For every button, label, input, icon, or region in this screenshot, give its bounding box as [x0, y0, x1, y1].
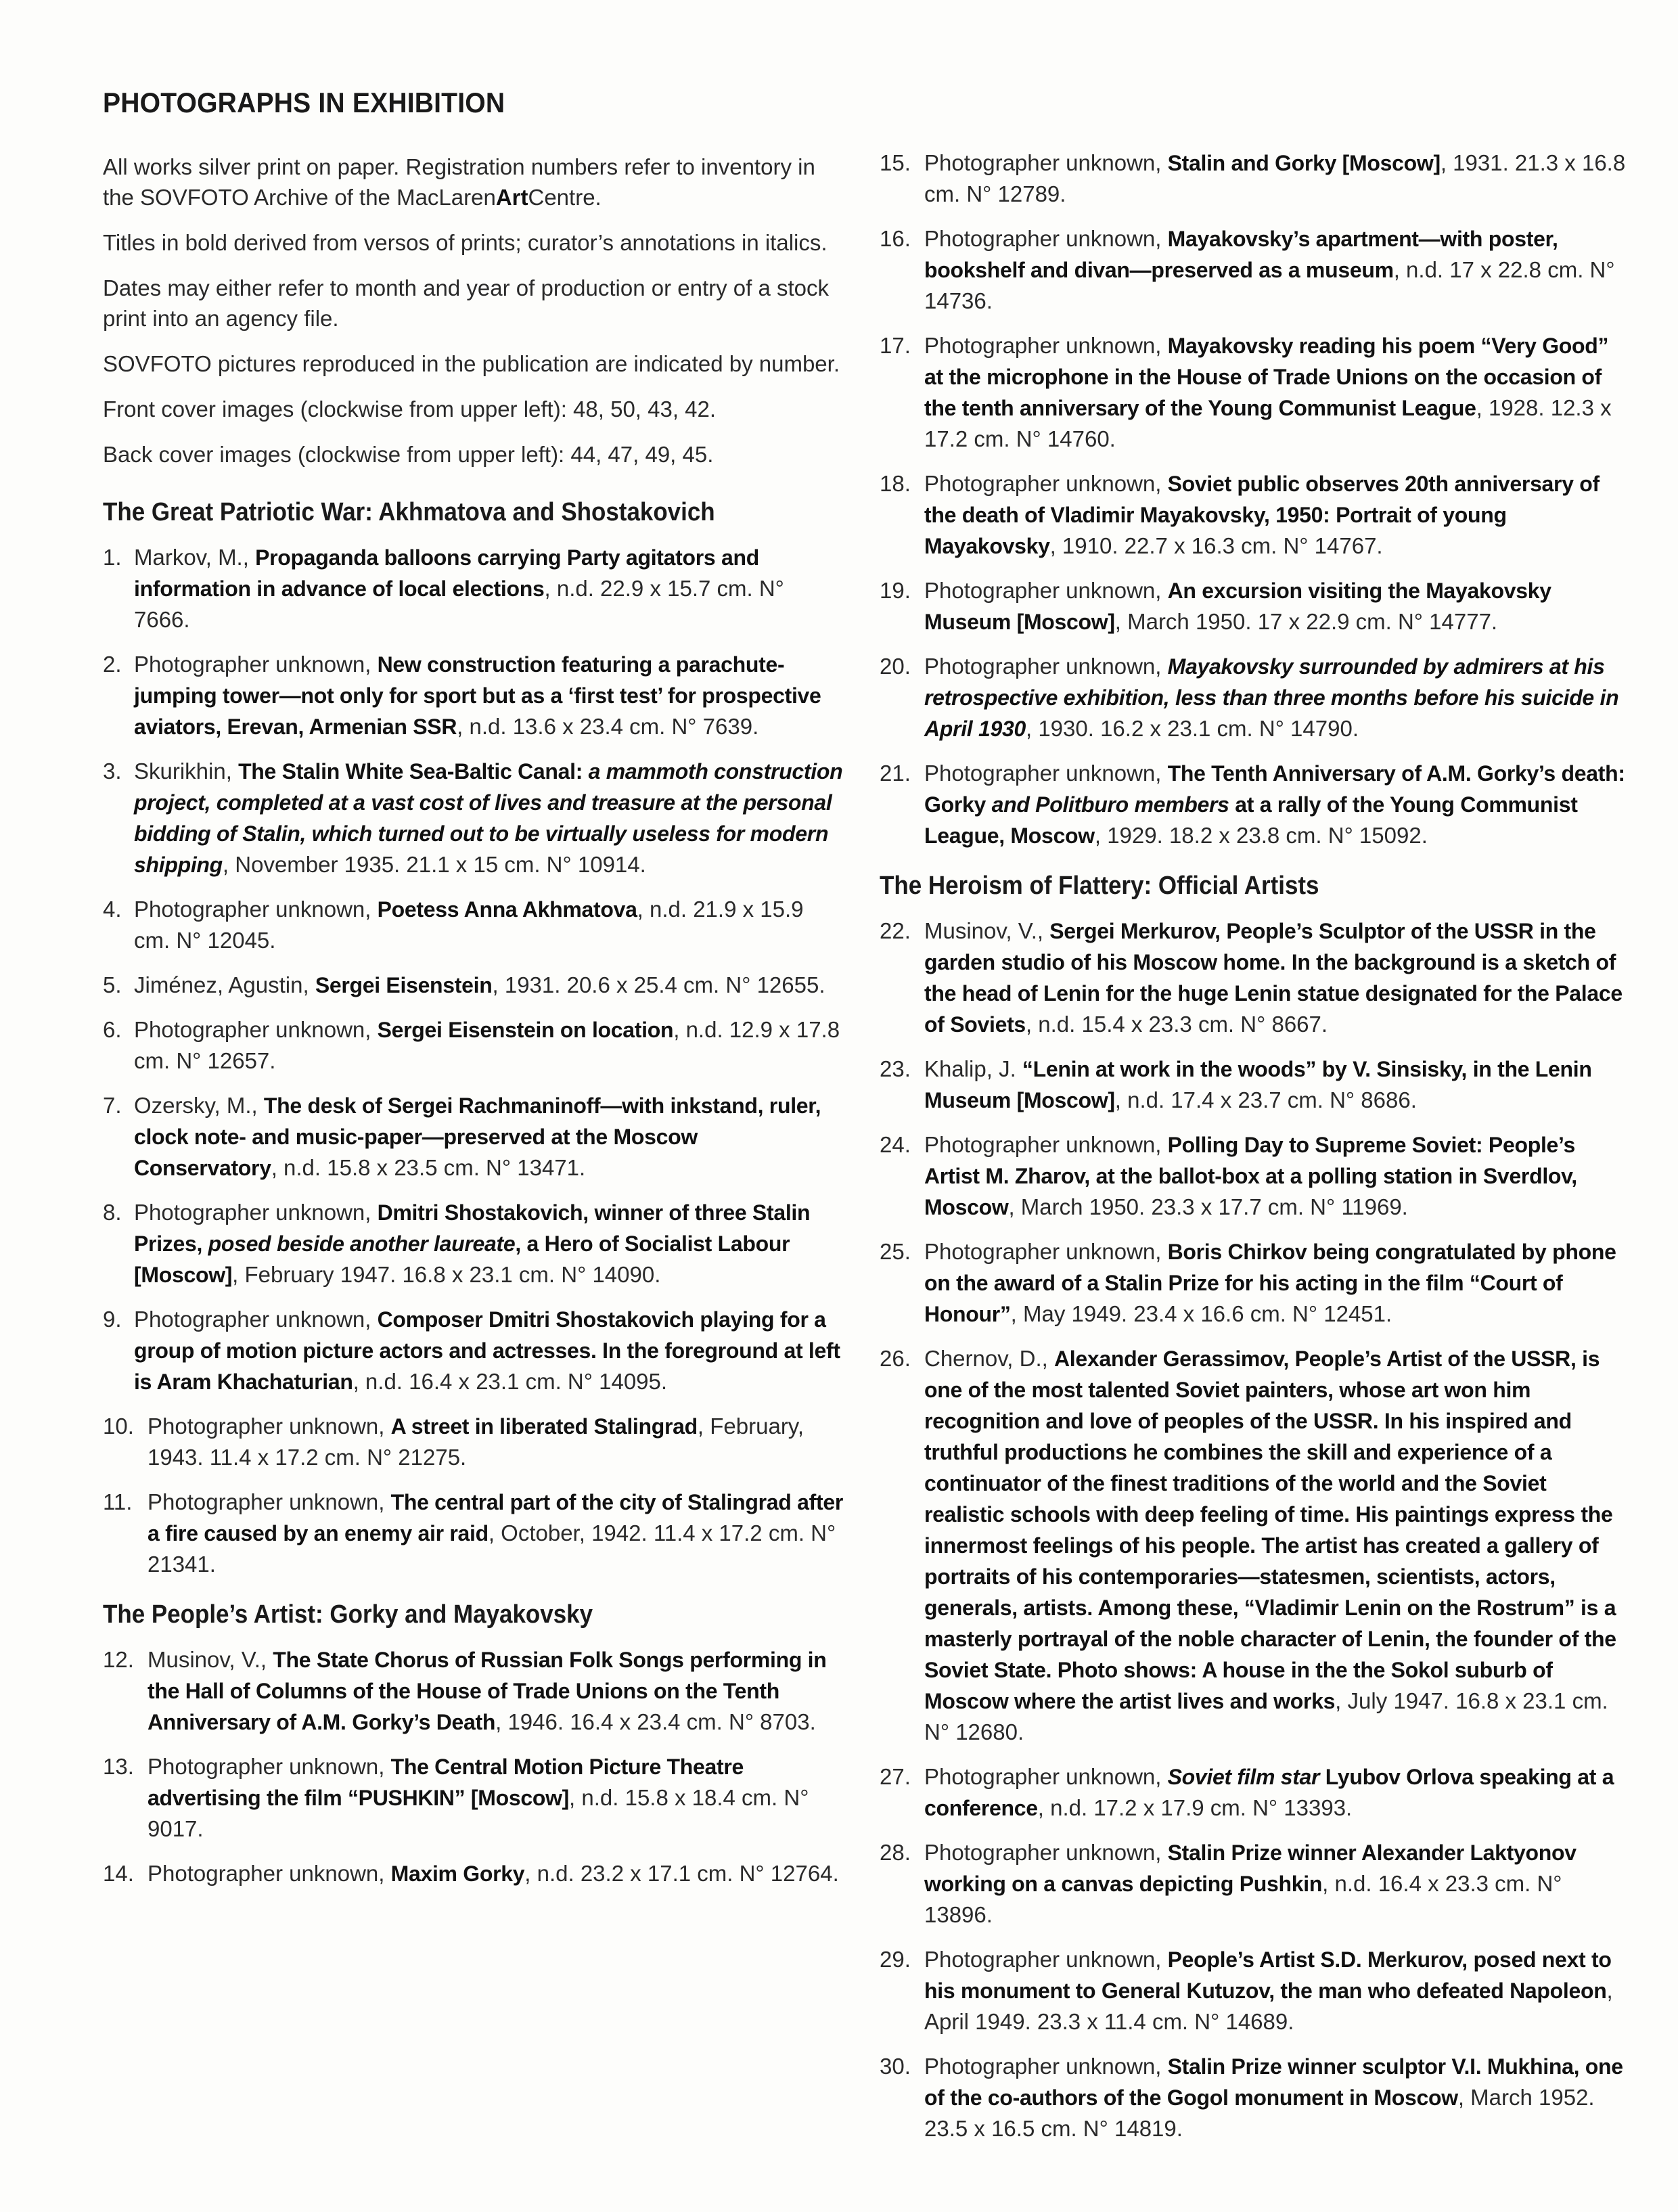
entry-text: , March 1950. 17 x 22.9 cm. N° 14777. — [1114, 609, 1498, 634]
catalogue-entry — [103, 542, 844, 635]
entry-text: , 1931. 20.6 x 25.4 cm. N° 12655. — [492, 972, 825, 997]
entry-title-bold: “Lenin at work in the woods” by V. Sinsisky, in the Lenin Museum [Moscow] — [924, 1057, 1592, 1112]
entry-text: Chernov, D., — [924, 1346, 1054, 1371]
entry-number: 3. — [103, 759, 122, 784]
entry-number: 6. — [103, 1017, 122, 1042]
catalogue-entry — [880, 223, 1627, 317]
intro-text: Dates may either refer to month and year of production or entry of a stock print into an agency file. — [103, 275, 830, 331]
right-column — [880, 148, 1627, 2158]
catalogue-entry — [880, 575, 1627, 637]
left-column — [103, 152, 844, 1903]
entry-text: , March 1950. 23.3 x 17.7 cm. N° 11969. — [1008, 1194, 1408, 1219]
catalogue-entry — [103, 649, 844, 742]
entry-title-bold: Soviet public observes 20th anniversary of the death of Vladimir Mayakovsky, 1950: Portrait of young Mayakovsky — [924, 472, 1600, 558]
entry-number: 19. — [880, 578, 911, 603]
entry-title-bold: at a rally of the Young Communist League, Moscow — [924, 792, 1578, 848]
entry-number: 26. — [880, 1346, 911, 1371]
intro-paragraph — [103, 394, 844, 424]
catalogue-entry — [103, 1411, 844, 1473]
catalogue-entry — [103, 1014, 844, 1077]
catalogue-entry — [103, 1858, 844, 1889]
entry-text: Khalip, J. — [924, 1056, 1022, 1081]
entry-text: , October, 1942. 11.4 x 17.2 cm. N° 21341. — [148, 1520, 836, 1577]
entry-number: 7. — [103, 1093, 122, 1118]
entry-number: 12. — [103, 1647, 134, 1672]
entry-text: Photographer unknown, — [924, 1239, 1168, 1264]
entry-number: 5. — [103, 972, 122, 997]
entry-number: 17. — [880, 333, 911, 358]
entry-number: 27. — [880, 1764, 911, 1789]
entry-title-bold: Stalin Prize winner sculptor V.I. Mukhina, one of the co-authors of the Gogol monument in Moscow — [924, 2054, 1623, 2110]
catalogue-entry — [880, 758, 1627, 851]
entry-number: 30. — [880, 2054, 911, 2079]
catalogue-entry — [103, 894, 844, 956]
catalogue-entry — [880, 1129, 1627, 1223]
entry-text: , n.d. 22.9 x 15.7 cm. N° 7666. — [134, 576, 784, 632]
catalogue-entry — [880, 651, 1627, 744]
catalogue-entry — [880, 330, 1627, 455]
entry-text: Photographer unknown, — [134, 1017, 378, 1042]
entry-title-bold: Propaganda balloons carrying Party agitators and information in advance of local elections — [134, 545, 759, 601]
entry-number: 29. — [880, 1947, 911, 1972]
italic-wrapper: Soviet film star — [1167, 1765, 1320, 1789]
entry-number: 13. — [103, 1754, 134, 1779]
catalogue-entry — [103, 1090, 844, 1183]
entry-title-bold: Mayakovsky reading his poem “Very Good” at the microphone in the House of Trade Unions on the occasion of the tenth anniversary of the Young Communist League — [924, 334, 1609, 420]
entry-text: , n.d. 15.8 x 18.4 cm. N° 9017. — [148, 1785, 809, 1841]
intro-text: SOVFOTO pictures reproduced in the publication are indicated by number. — [103, 351, 840, 376]
entry-annotation-italic — [992, 792, 1229, 817]
entry-title-bold: The Tenth Anniversary of A.M. Gorky’s death: Gorky — [924, 761, 1625, 817]
intro-text: Centre. — [528, 185, 602, 210]
italic-wrapper: a mammoth construction project, completed at a vast cost of lives and treasure at the personal bidding of Stalin, which turned out to be virtually useless for modern shipping — [134, 759, 843, 877]
entry-text: , 1910. 22.7 x 16.3 cm. N° 14767. — [1049, 533, 1383, 558]
entry-title-bold: Sergei Eisenstein on location — [377, 1018, 674, 1042]
catalogue-entry — [103, 1487, 844, 1580]
entry-text: Photographer unknown, — [924, 654, 1168, 679]
catalogue-entry — [880, 1761, 1627, 1824]
entry-text: , n.d. 17 x 22.8 cm. N° 14736. — [924, 257, 1615, 313]
entry-text: Photographer unknown, — [148, 1861, 391, 1886]
entry-title-bold: Boris Chirkov being congratulated by phone on the award of a Stalin Prize for his acting in the film “Court of Honour” — [924, 1240, 1616, 1326]
intro-text: All works silver print on paper. Registration numbers refer to inventory in the SOVFOTO Archive of the MacLaren — [103, 154, 815, 210]
entry-text: , n.d. 17.2 x 17.9 cm. N° 13393. — [1037, 1795, 1353, 1820]
entry-number: 23. — [880, 1056, 911, 1081]
entry-text: , February 1947. 16.8 x 23.1 cm. N° 14090. — [232, 1262, 661, 1287]
entry-number: 22. — [880, 918, 911, 943]
entry-title-bold: Stalin and Gorky [Moscow] — [1167, 151, 1441, 175]
intro-text: Back cover images (clockwise from upper left): 44, 47, 49, 45. — [103, 442, 714, 467]
entry-title-bold: A street in liberated Stalingrad — [390, 1414, 698, 1439]
entry-text: Photographer unknown, — [924, 333, 1168, 358]
entry-text: Photographer unknown, — [924, 1132, 1168, 1157]
italic-wrapper: Mayakovsky surrounded by admirers at his retrospective exhibition, less than three months before his suicide in April 1930 — [924, 654, 1619, 741]
catalogue-entry — [880, 1054, 1627, 1116]
entry-number: 4. — [103, 897, 122, 922]
entry-text: Photographer unknown, — [148, 1754, 391, 1779]
entry-text: , February, 1943. 11.4 x 17.2 cm. N° 21275. — [148, 1414, 804, 1470]
entry-title-bold: An excursion visiting the Mayakovsky Museum [Moscow] — [924, 579, 1551, 634]
entry-title-bold: Sergei Merkurov, People’s Sculptor of the USSR in the garden studio of his Moscow home. In the background is a sketch of the head of Lenin for the huge Lenin statue designated for the Palace of Soviets — [924, 919, 1623, 1037]
entry-text: Photographer unknown, — [924, 578, 1168, 603]
entry-text: , n.d. 15.8 x 23.5 cm. N° 13471. — [271, 1155, 586, 1180]
entry-number: 1. — [103, 545, 122, 570]
entry-text: Ozersky, M., — [134, 1093, 264, 1118]
catalogue-entry — [103, 1197, 844, 1290]
section-heading: The Great Patriotic War: Akhmatova and Shostakovich — [103, 498, 715, 526]
entry-text: , May 1949. 23.4 x 16.6 cm. N° 12451. — [1010, 1301, 1392, 1326]
entry-text: , 1930. 16.2 x 23.1 cm. N° 14790. — [1025, 716, 1359, 741]
entry-text: Musinov, V., — [148, 1647, 273, 1672]
entry-title-bold: Mayakovsky’s apartment—with poster, bookshelf and divan—preserved as a museum — [924, 227, 1558, 282]
entry-title-bold: The Central Motion Picture Theatre advertising the film “PUSHKIN” [Moscow] — [148, 1755, 744, 1810]
entry-text: , n.d. 21.9 x 15.9 cm. N° 12045. — [134, 897, 804, 953]
entry-number: 24. — [880, 1132, 911, 1157]
section-heading: The Heroism of Flattery: Official Artists — [880, 872, 1319, 900]
entry-text: , March 1952. 23.5 x 16.5 cm. N° 14819. — [924, 2085, 1595, 2141]
entry-text: Photographer unknown, — [924, 2054, 1168, 2079]
entry-title-bold: The central part of the city of Stalingrad after a fire caused by an enemy air raid — [148, 1490, 843, 1545]
entry-number: 25. — [880, 1239, 911, 1264]
entry-title-bold: The Stalin White Sea-Baltic Canal: — [238, 759, 589, 784]
entry-title-bold: People’s Artist S.D. Merkurov, posed next to his monument to General Kutuzov, the man who defeated Napoleon — [924, 1947, 1612, 2003]
catalogue-entry — [103, 1644, 844, 1738]
entry-text: , July 1947. 16.8 x 23.1 cm. N° 12680. — [924, 1688, 1608, 1744]
entry-text: , April 1949. 23.3 x 11.4 cm. N° 14689. — [924, 1978, 1613, 2034]
intro-paragraph — [103, 348, 844, 379]
entry-text: , 1929. 18.2 x 23.8 cm. N° 15092. — [1094, 823, 1428, 848]
entry-text: , 1946. 16.4 x 23.4 cm. N° 8703. — [495, 1709, 816, 1734]
entry-text: Musinov, V., — [924, 918, 1050, 943]
entry-title-bold: Maxim Gorky — [390, 1861, 525, 1886]
italic-wrapper: and Politburo members — [991, 792, 1229, 817]
entry-number: 10. — [103, 1414, 134, 1439]
entry-title-bold: The State Chorus of Russian Folk Songs performing in the Hall of Columns of the House of Trade Unions on the Tenth Anniversary of A.M. Gorky’s Death — [148, 1648, 827, 1734]
entry-text: Photographer unknown, — [134, 652, 378, 677]
entry-title-bold: Stalin Prize winner Alexander Laktyonov working on a canvas depicting Pushkin — [924, 1841, 1577, 1896]
intro-paragraph — [103, 152, 844, 212]
entry-annotation-italic — [208, 1232, 516, 1256]
entry-title-bold: New construction featuring a parachute-jumping tower—not only for sport but as a ‘first test’ for prospective aviators, Erevan, Armenian SSR — [134, 652, 821, 739]
entry-text: , 1931. 21.3 x 16.8 cm. N° 12789. — [924, 150, 1626, 206]
intro-paragraph — [103, 227, 844, 258]
entry-number: 8. — [103, 1200, 122, 1225]
entry-text: Markov, M., — [134, 545, 256, 570]
catalogue-entry — [880, 148, 1627, 210]
entry-number: 14. — [103, 1861, 134, 1886]
catalogue-entry — [880, 1236, 1627, 1330]
entry-title-bold: Alexander Gerassimov, People’s Artist of the USSR, is one of the most talented Soviet painters, whose art won him recognition and love of peoples of the USSR. In his inspired and truthful productions he combines the skill and experience of a continuator of the finest traditions of the world and the Soviet realistic schools with deep feeling of time. His paintings express the innermost feelings of his people. The artist has created a gallery of portraits of his contemporaries—statesmen, scientists, actors, generals, artists. Among these, “Vladimir Lenin on the Rostrum” is a masterly portrayal of the noble character of Lenin, the founder of the Soviet State. Photo shows: A house in the the Sokol suburb of Moscow where the artist lives and works — [924, 1347, 1616, 1713]
entry-text: Photographer unknown, — [924, 1764, 1168, 1789]
entry-text: , n.d. 16.4 x 23.3 cm. N° 13896. — [924, 1871, 1562, 1927]
entry-text: Photographer unknown, — [924, 1840, 1168, 1865]
entry-number: 21. — [880, 761, 911, 786]
entry-text: , November 1935. 21.1 x 15 cm. N° 10914. — [222, 852, 646, 877]
entry-text: , n.d. 13.6 x 23.4 cm. N° 7639. — [457, 714, 759, 739]
catalogue-entry — [103, 1751, 844, 1845]
entry-text: , n.d. 12.9 x 17.8 cm. N° 12657. — [134, 1017, 840, 1073]
entry-title-bold: Sergei Eisenstein — [315, 973, 493, 997]
entry-title-bold: Dmitri Shostakovich, winner of three Stalin Prizes, — [134, 1200, 811, 1256]
catalogue-entry — [880, 916, 1627, 1040]
catalogue-entry — [880, 1343, 1627, 1748]
entry-text: Photographer unknown, — [134, 897, 378, 922]
entry-number: 15. — [880, 150, 911, 175]
entry-text: Photographer unknown, — [924, 761, 1168, 786]
entry-text: Photographer unknown, — [148, 1489, 391, 1514]
catalogue-entry — [880, 468, 1627, 562]
catalogue-entry — [103, 1304, 844, 1397]
entry-number: 2. — [103, 652, 122, 677]
italic-wrapper: posed beside another laureate — [208, 1232, 516, 1256]
entry-title-bold: Polling Day to Supreme Soviet: People’s Artist M. Zharov, at the ballot-box at a polling station in Sverdlov, Moscow — [924, 1133, 1577, 1219]
entry-text: Photographer unknown, — [148, 1414, 391, 1439]
entry-number: 9. — [103, 1307, 122, 1332]
intro-bold-text: Art — [495, 185, 528, 210]
catalogue-entry — [880, 2051, 1627, 2144]
section-heading: The People’s Artist: Gorky and Mayakovsky — [103, 1600, 593, 1629]
entry-annotation-italic — [1168, 1765, 1320, 1789]
page-title: PHOTOGRAPHS IN EXHIBITION — [103, 87, 505, 118]
intro-text: Titles in bold derived from versos of prints; curator’s annotations in italics. — [103, 230, 827, 255]
entry-title-bold: , a Hero of Socialist Labour [Moscow] — [134, 1232, 790, 1287]
entry-number: 28. — [880, 1840, 911, 1865]
entry-text: Photographer unknown, — [924, 1947, 1168, 1972]
entry-text: , n.d. 15.4 x 23.3 cm. N° 8667. — [1025, 1012, 1328, 1037]
catalogue-entry — [103, 970, 844, 1001]
intro-paragraph — [103, 439, 844, 470]
entry-text: , n.d. 23.2 x 17.1 cm. N° 12764. — [524, 1861, 839, 1886]
catalogue-entry — [880, 1944, 1627, 2037]
entry-text: Jiménez, Agustin, — [134, 972, 315, 997]
intro-text: Front cover images (clockwise from upper left): 48, 50, 43, 42. — [103, 397, 717, 422]
catalogue-entry — [880, 1837, 1627, 1931]
entry-text: Photographer unknown, — [924, 150, 1168, 175]
entry-title-bold: Composer Dmitri Shostakovich playing for a group of motion picture actors and actresses. In the foreground at left is Aram Khachaturian — [134, 1307, 840, 1394]
entry-number: 20. — [880, 654, 911, 679]
entry-text: Photographer unknown, — [134, 1307, 378, 1332]
entry-text: Photographer unknown, — [134, 1200, 378, 1225]
entry-title-bold: Lyubov Orlova speaking at a conference — [924, 1765, 1614, 1820]
entry-number: 18. — [880, 471, 911, 496]
entry-number: 11. — [103, 1489, 133, 1514]
catalogue-entry — [103, 756, 844, 880]
entry-title-bold: The desk of Sergei Rachmaninoff—with inkstand, ruler, clock note- and music-paper—preserved at the Moscow Conservatory — [134, 1093, 821, 1180]
entry-text: Photographer unknown, — [924, 226, 1168, 251]
entry-number: 16. — [880, 226, 911, 251]
entry-text: Skurikhin, — [134, 759, 239, 784]
intro-paragraph — [103, 273, 844, 334]
entry-text: , n.d. 16.4 x 23.1 cm. N° 14095. — [353, 1369, 668, 1394]
entry-text: Photographer unknown, — [924, 471, 1168, 496]
entry-title-bold: Poetess Anna Akhmatova — [377, 897, 637, 922]
entry-text: , n.d. 17.4 x 23.7 cm. N° 8686. — [1114, 1087, 1417, 1112]
entry-text: , 1928. 12.3 x 17.2 cm. N° 14760. — [924, 395, 1612, 451]
